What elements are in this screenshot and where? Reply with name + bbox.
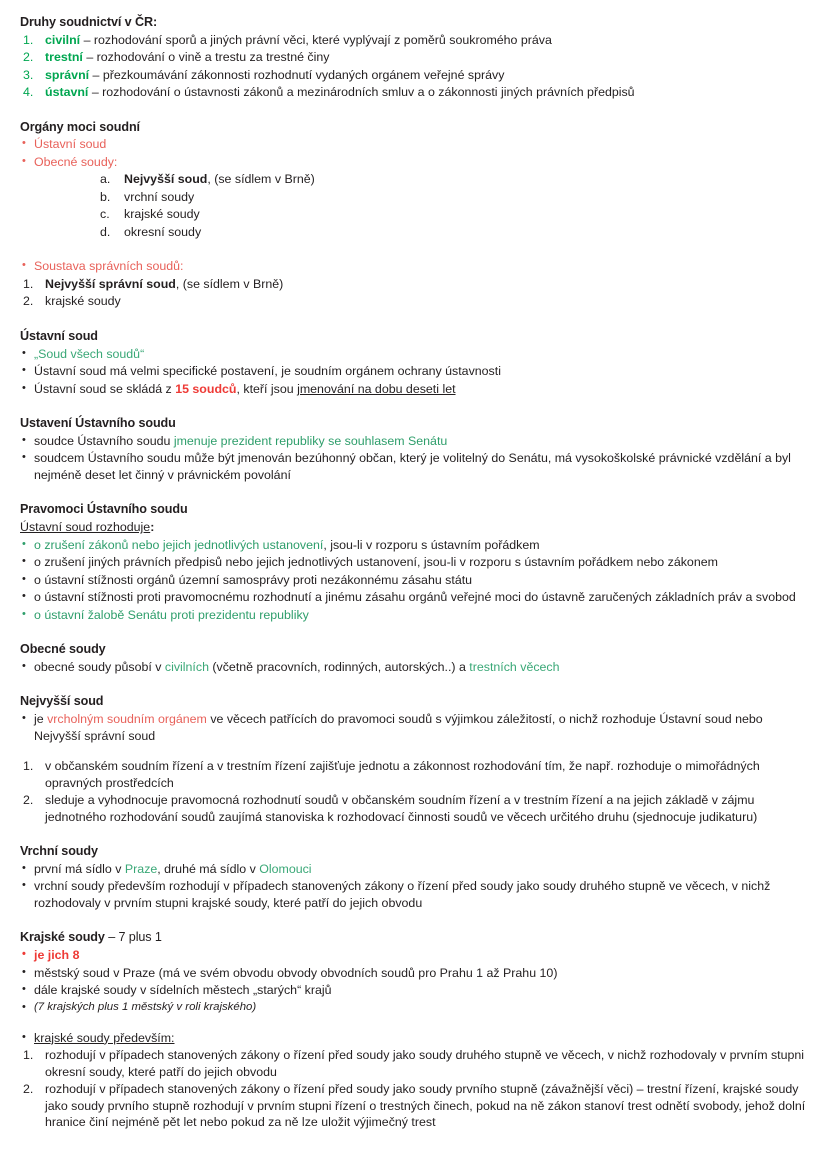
- list-text: o ústavní stížnosti proti pravomocnému rozhodnutí a jinému zásahu orgánů veřejné moci do ústavně zaručených základních práv a svobod: [34, 590, 796, 605]
- list-marker: 1.: [23, 759, 34, 774]
- heading-organy-moci-soudni: Orgány moci soudní: [20, 119, 140, 134]
- court-note: , (se sídlem v Brně): [175, 276, 284, 291]
- list-item: [20, 607, 810, 625]
- term-civilni: civilní: [45, 32, 81, 47]
- bullet-icon: •: [22, 381, 26, 394]
- list-text: městský soud v Praze (má ve svém obvodu obvody obvodních soudů pro Prahu 1 až Prahu 10): [34, 965, 558, 980]
- spacer: [20, 484, 810, 501]
- term-ustavni: ústavní: [45, 85, 89, 100]
- bullet-icon: •: [22, 861, 26, 874]
- term-spravni: správní: [45, 67, 90, 82]
- heading-suffix: – 7 plus 1: [104, 930, 162, 945]
- sublist-obecne-soudy: [20, 171, 810, 241]
- list-item: [20, 84, 810, 102]
- list-text: sleduje a vyhodnocuje pravomocná rozhodnutí soudů v občanském soudním řízení a v trestním řízení a na jejich základě v zájmu jednotného rozhodování soudů zaujímá stanoviska k rozhodovací činnosti soudů ve věcech určitého druhu (sjednocuje judikaturu): [45, 793, 758, 824]
- bullet-icon: •: [22, 879, 26, 892]
- list-text: o zrušení jiných právních předpisů nebo jejich jednotlivých ustanovení, jsou-li v rozporu s ústavním pořádkem nebo zákonem: [34, 555, 718, 570]
- list-item: [20, 49, 810, 67]
- bullet-icon: •: [22, 451, 26, 464]
- spacer: [20, 912, 810, 929]
- list-marker: 1.: [23, 1048, 34, 1063]
- heading-main: Krajské soudy: [20, 930, 105, 945]
- text-mid: (včetně pracovních, rodinných, autorských..) a: [208, 659, 470, 674]
- list-item: [20, 965, 810, 983]
- text-rest: ve věcech patřících do pravomoci soudů s výjimkou záležitostí, o nichž rozhoduje Ústavní soud nebo Nejvyšší správní soud: [34, 712, 763, 743]
- spacer: [20, 745, 810, 758]
- list-marker: 2.: [23, 294, 34, 309]
- text-underlined: jmenování na dobu deseti let: [297, 381, 456, 396]
- bullet-icon: •: [22, 590, 26, 603]
- list-item: [20, 154, 810, 172]
- spacer: [20, 102, 810, 119]
- list-marker: 4.: [23, 85, 34, 100]
- bullet-icon: •: [22, 607, 26, 620]
- list-text: rozhodují v případech stanovených zákony o řízení před soudy jako soudy prvního stupně (závažnější věci) – trestní řízení, krajské soudy jako soudy prvního stupně rozhodují v prvním stupni řízení o trestných činech, pokud na ně zákon stanoví trest odnětí svobody, jehož dolní hranice činí nejméně pět let nebo pokud za ně lze uložit výjimečný trest: [45, 1082, 806, 1130]
- list-text: krajské soudy: [45, 294, 121, 309]
- bullet-icon: •: [22, 433, 26, 446]
- list-text: [45, 67, 810, 84]
- bullet-icon: •: [22, 555, 26, 568]
- list-marker: d.: [100, 224, 111, 239]
- court-name: Nejvyšší soud: [124, 172, 208, 187]
- term-rest: – rozhodování sporů a jiných právní věci, které vyplývají z poměrů soukromého práva: [80, 32, 552, 47]
- list-item: [20, 947, 810, 965]
- text-pre: Ústavní soud se skládá z: [34, 381, 176, 396]
- term-rest: – přezkoumávání zákonnosti rozhodnutí vydaných orgánem veřejné správy: [89, 67, 505, 82]
- bullet-icon: •: [22, 712, 26, 725]
- list-item: [20, 861, 810, 879]
- list-item: [100, 224, 810, 242]
- subheading-ustavni-soud-rozhoduje: [20, 519, 810, 536]
- list-item: [20, 1081, 810, 1132]
- bullet-icon: •: [22, 154, 26, 167]
- list-text: [124, 171, 810, 188]
- list-text: okresní soudy: [124, 224, 202, 239]
- heading-vrchni-soudy: Vrchní soudy: [20, 844, 98, 859]
- list-item: [20, 293, 810, 311]
- heading-obecne-soudy: Obecné soudy: [20, 642, 106, 657]
- bullet-icon: •: [22, 948, 26, 961]
- list-marker: 2.: [23, 1082, 34, 1097]
- text-highlight-civilnich: civilních: [164, 659, 209, 674]
- list-marker: 1.: [23, 32, 34, 47]
- bullet-icon: •: [22, 137, 26, 150]
- list-text-note: (7 krajských plus 1 městský v roli krajského): [34, 1000, 257, 1013]
- list-item: [20, 433, 810, 451]
- list-item: [20, 792, 810, 826]
- court-note: , (se sídlem v Brně): [207, 172, 315, 187]
- list-item: [20, 450, 810, 484]
- text-pre: obecné soudy působí v: [34, 659, 165, 674]
- bullet-icon: •: [22, 259, 26, 272]
- text-highlight: o zrušení zákonů nebo jejich jednotlivých ustanovení: [34, 537, 324, 552]
- heading-ustaveni-ustavniho-soudu: Ustavení Ústavního soudu: [20, 416, 176, 431]
- list-item: [20, 1000, 810, 1017]
- list-marker: a.: [100, 172, 111, 187]
- bullet-icon: •: [22, 346, 26, 359]
- heading-krajske-soudy: [20, 929, 810, 946]
- heading-ustavni-soud: Ústavní soud: [20, 328, 98, 343]
- list-text: [34, 861, 810, 878]
- list-text: o ústavní žalobě Senátu proti prezidentu republiky: [34, 607, 309, 622]
- heading-druhy-soudnictvi: Druhy soudnictví v ČR:: [20, 15, 158, 29]
- list-text: Ústavní soud má velmi specifické postavení, je soudním orgánem ochrany ústavnosti: [34, 364, 501, 379]
- list-text: [34, 381, 810, 398]
- list-text: [34, 537, 810, 554]
- list-text: [45, 84, 810, 101]
- text-mid: , druhé má sídlo v: [157, 861, 260, 876]
- list-item: [20, 276, 810, 294]
- city-praze: Praze: [124, 861, 158, 876]
- term-rest: – rozhodování o ústavnosti zákonů a mezinárodních smluv a o zákonnosti jiných právních předpisů: [88, 85, 635, 100]
- list-item: [20, 1047, 810, 1081]
- subheading-krajske-soudy-predevsim: krajské soudy především:: [34, 1030, 175, 1045]
- list-text: vrchní soudy: [124, 189, 195, 204]
- spacer: [20, 826, 810, 843]
- text-pre: soudce Ústavního soudu: [34, 433, 174, 448]
- text-rest: , jsou-li v rozporu s ústavním pořádkem: [323, 537, 540, 552]
- bullet-icon: •: [22, 1030, 26, 1043]
- list-text: rozhodují v případech stanovených zákony o řízení před soudy jako soudy druhého stupně ve věcech, v nichž rozhodovaly v prvním stupni okresní soudy, které patří do jejich obvodu: [45, 1048, 805, 1079]
- subheading-colon: :: [150, 520, 155, 535]
- list-marker: 2.: [23, 50, 34, 65]
- text-highlight: vrcholným soudním orgánem: [47, 712, 207, 727]
- term-trestni: trestní: [45, 50, 83, 65]
- text-highlight: jmenuje prezident republiky se souhlasem Senátu: [173, 433, 448, 448]
- heading-pravomoci-ustavniho-soudu: Pravomoci Ústavního soudu: [20, 502, 188, 517]
- bullet-icon: •: [22, 1000, 26, 1013]
- list-item: [20, 1030, 810, 1048]
- list-item: [20, 878, 810, 912]
- list-text: [45, 276, 810, 293]
- list-text: soudcem Ústavního soudu může být jmenován bezúhonný občan, který je volitelný do Senátu, má vysokoškolské právnické vzdělání a byl nejméně deset let činný v právnickém povolání: [34, 451, 791, 482]
- list-item: [100, 171, 810, 189]
- bullet-icon: •: [22, 537, 26, 550]
- list-text: krajské soudy: [124, 207, 200, 222]
- spacer: [20, 676, 810, 693]
- list-text: o ústavní stížnosti orgánů územní samosprávy proti nezákonnému zásahu státu: [34, 572, 473, 587]
- spacer: [20, 241, 810, 258]
- list-marker: 2.: [23, 793, 34, 808]
- list-item: [20, 537, 810, 555]
- list-marker: c.: [100, 207, 110, 222]
- list-item: [20, 136, 810, 154]
- list-text: „Soud všech soudů“: [34, 346, 145, 361]
- text-pre: první má sídlo v: [34, 861, 125, 876]
- list-text: dále krajské soudy v sídelních městech „starých“ krajů: [34, 983, 332, 998]
- list-item: [20, 659, 810, 677]
- list-text: [34, 433, 810, 450]
- bullet-icon: •: [22, 983, 26, 996]
- heading-nejvyssi-soud: Nejvyšší soud: [20, 694, 104, 709]
- list-text: Ústavní soud: [34, 137, 107, 152]
- list-item: [20, 67, 810, 85]
- court-name: Nejvyšší správní soud: [45, 276, 176, 291]
- bullet-icon: •: [22, 659, 26, 672]
- bullet-icon: •: [22, 572, 26, 585]
- list-marker: b.: [100, 189, 111, 204]
- list-item: [20, 982, 810, 1000]
- subheading-text: Ústavní soud rozhoduje: [20, 520, 151, 535]
- list-item: [20, 554, 810, 572]
- text-pre: je: [34, 712, 48, 727]
- list-text: Obecné soudy:: [34, 154, 118, 169]
- court-count: je jich 8: [34, 948, 80, 963]
- list-item: [20, 758, 810, 792]
- list-item: [20, 572, 810, 590]
- list-item: [20, 346, 810, 364]
- bullet-icon: •: [22, 364, 26, 377]
- list-item: [20, 589, 810, 607]
- list-text: [34, 711, 810, 744]
- list-item: [20, 32, 810, 50]
- list-text: vrchní soudy především rozhodují v případech stanovených zákony o řízení před soudy jako soudy druhého stupně ve věcech, v nichž rozhodovaly v prvním stupni krajské soudy, které patří do jejich obvodu: [34, 879, 771, 910]
- text-highlight-trestnich: trestních věcech: [469, 659, 560, 674]
- bullet-icon: •: [22, 965, 26, 978]
- list-text: Soustava správních soudů:: [34, 259, 184, 274]
- judge-count: 15 soudců: [175, 381, 237, 396]
- list-item: [20, 711, 810, 745]
- city-olomouci: Olomouci: [259, 861, 312, 876]
- list-item: [20, 381, 810, 399]
- spacer: [20, 398, 810, 415]
- list-item: [20, 258, 810, 276]
- list-text: [45, 32, 810, 49]
- list-marker: 1.: [23, 276, 34, 291]
- term-rest: – rozhodování o vině a trestu za trestné činy: [82, 50, 330, 65]
- spacer: [20, 624, 810, 641]
- spacer: [20, 1017, 810, 1030]
- list-marker: 3.: [23, 67, 34, 82]
- list-text: [45, 49, 810, 66]
- text-mid: , kteří jsou: [236, 381, 298, 396]
- list-item: [100, 189, 810, 207]
- list-item: [20, 363, 810, 381]
- list-item: [100, 206, 810, 224]
- spacer: [20, 311, 810, 328]
- list-text: [34, 659, 810, 676]
- list-text: v občanském soudním řízení a v trestním řízení zajišťuje jednotu a zákonnost rozhodování tím, že např. rozhoduje o mimořádných opravných prostředcích: [45, 759, 760, 790]
